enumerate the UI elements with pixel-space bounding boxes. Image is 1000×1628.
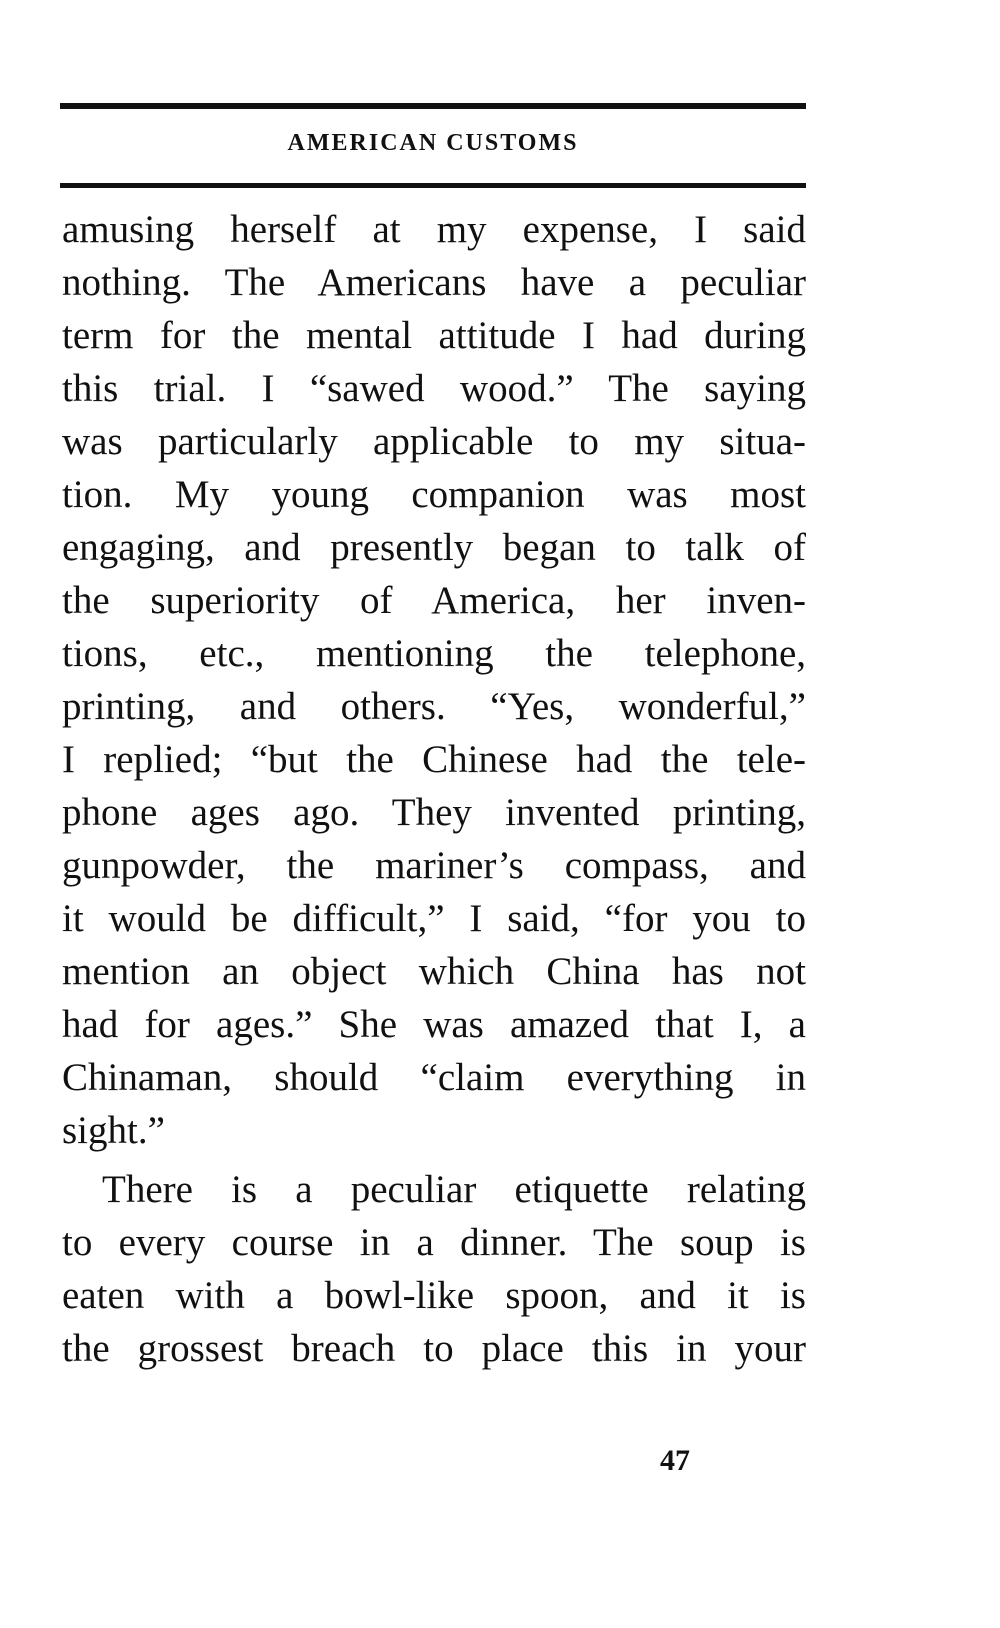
- text-line: engaging, and presently began to talk of: [62, 526, 806, 569]
- text-line: it would be difficult,” I said, “for you to: [62, 897, 806, 940]
- text-line: nothing. The Americans have a peculiar: [62, 261, 806, 304]
- text-line: the superiority of America, her inven-: [62, 579, 806, 622]
- text-line: term for the mental attitude I had during: [62, 314, 806, 357]
- text-line: printing, and others. “Yes, wonderful,”: [62, 685, 806, 728]
- header-rule: [60, 183, 806, 188]
- top-rule: [60, 103, 806, 109]
- text-line: tion. My young companion was most: [62, 473, 806, 516]
- page-number: 47: [660, 1444, 690, 1477]
- text-line: eaten with a bowl-like spoon, and it is: [62, 1274, 806, 1317]
- text-line: amusing herself at my expense, I said: [62, 208, 806, 251]
- text-line: sight.”: [62, 1109, 165, 1152]
- text-line: this trial. I “sawed wood.” The saying: [62, 367, 806, 410]
- text-line: Chinaman, should “claim everything in: [62, 1056, 806, 1099]
- text-line: was particularly applicable to my situa-: [62, 420, 806, 463]
- text-line: tions, etc., mentioning the telephone,: [62, 632, 806, 675]
- text-line: the grossest breach to place this in your: [62, 1327, 806, 1370]
- text-line: I replied; “but the Chinese had the tele-: [62, 738, 806, 781]
- text-line: had for ages.” She was amazed that I, a: [62, 1003, 806, 1046]
- running-head: AMERICAN CUSTOMS: [287, 130, 579, 156]
- text-line: to every course in a dinner. The soup is: [62, 1221, 806, 1264]
- text-line: gunpowder, the mariner’s compass, and: [62, 844, 806, 887]
- text-line: mention an object which China has not: [62, 950, 806, 993]
- paragraph-start-line: There is a peculiar etiquette relating: [102, 1168, 806, 1211]
- text-line: phone ages ago. They invented printing,: [62, 791, 806, 834]
